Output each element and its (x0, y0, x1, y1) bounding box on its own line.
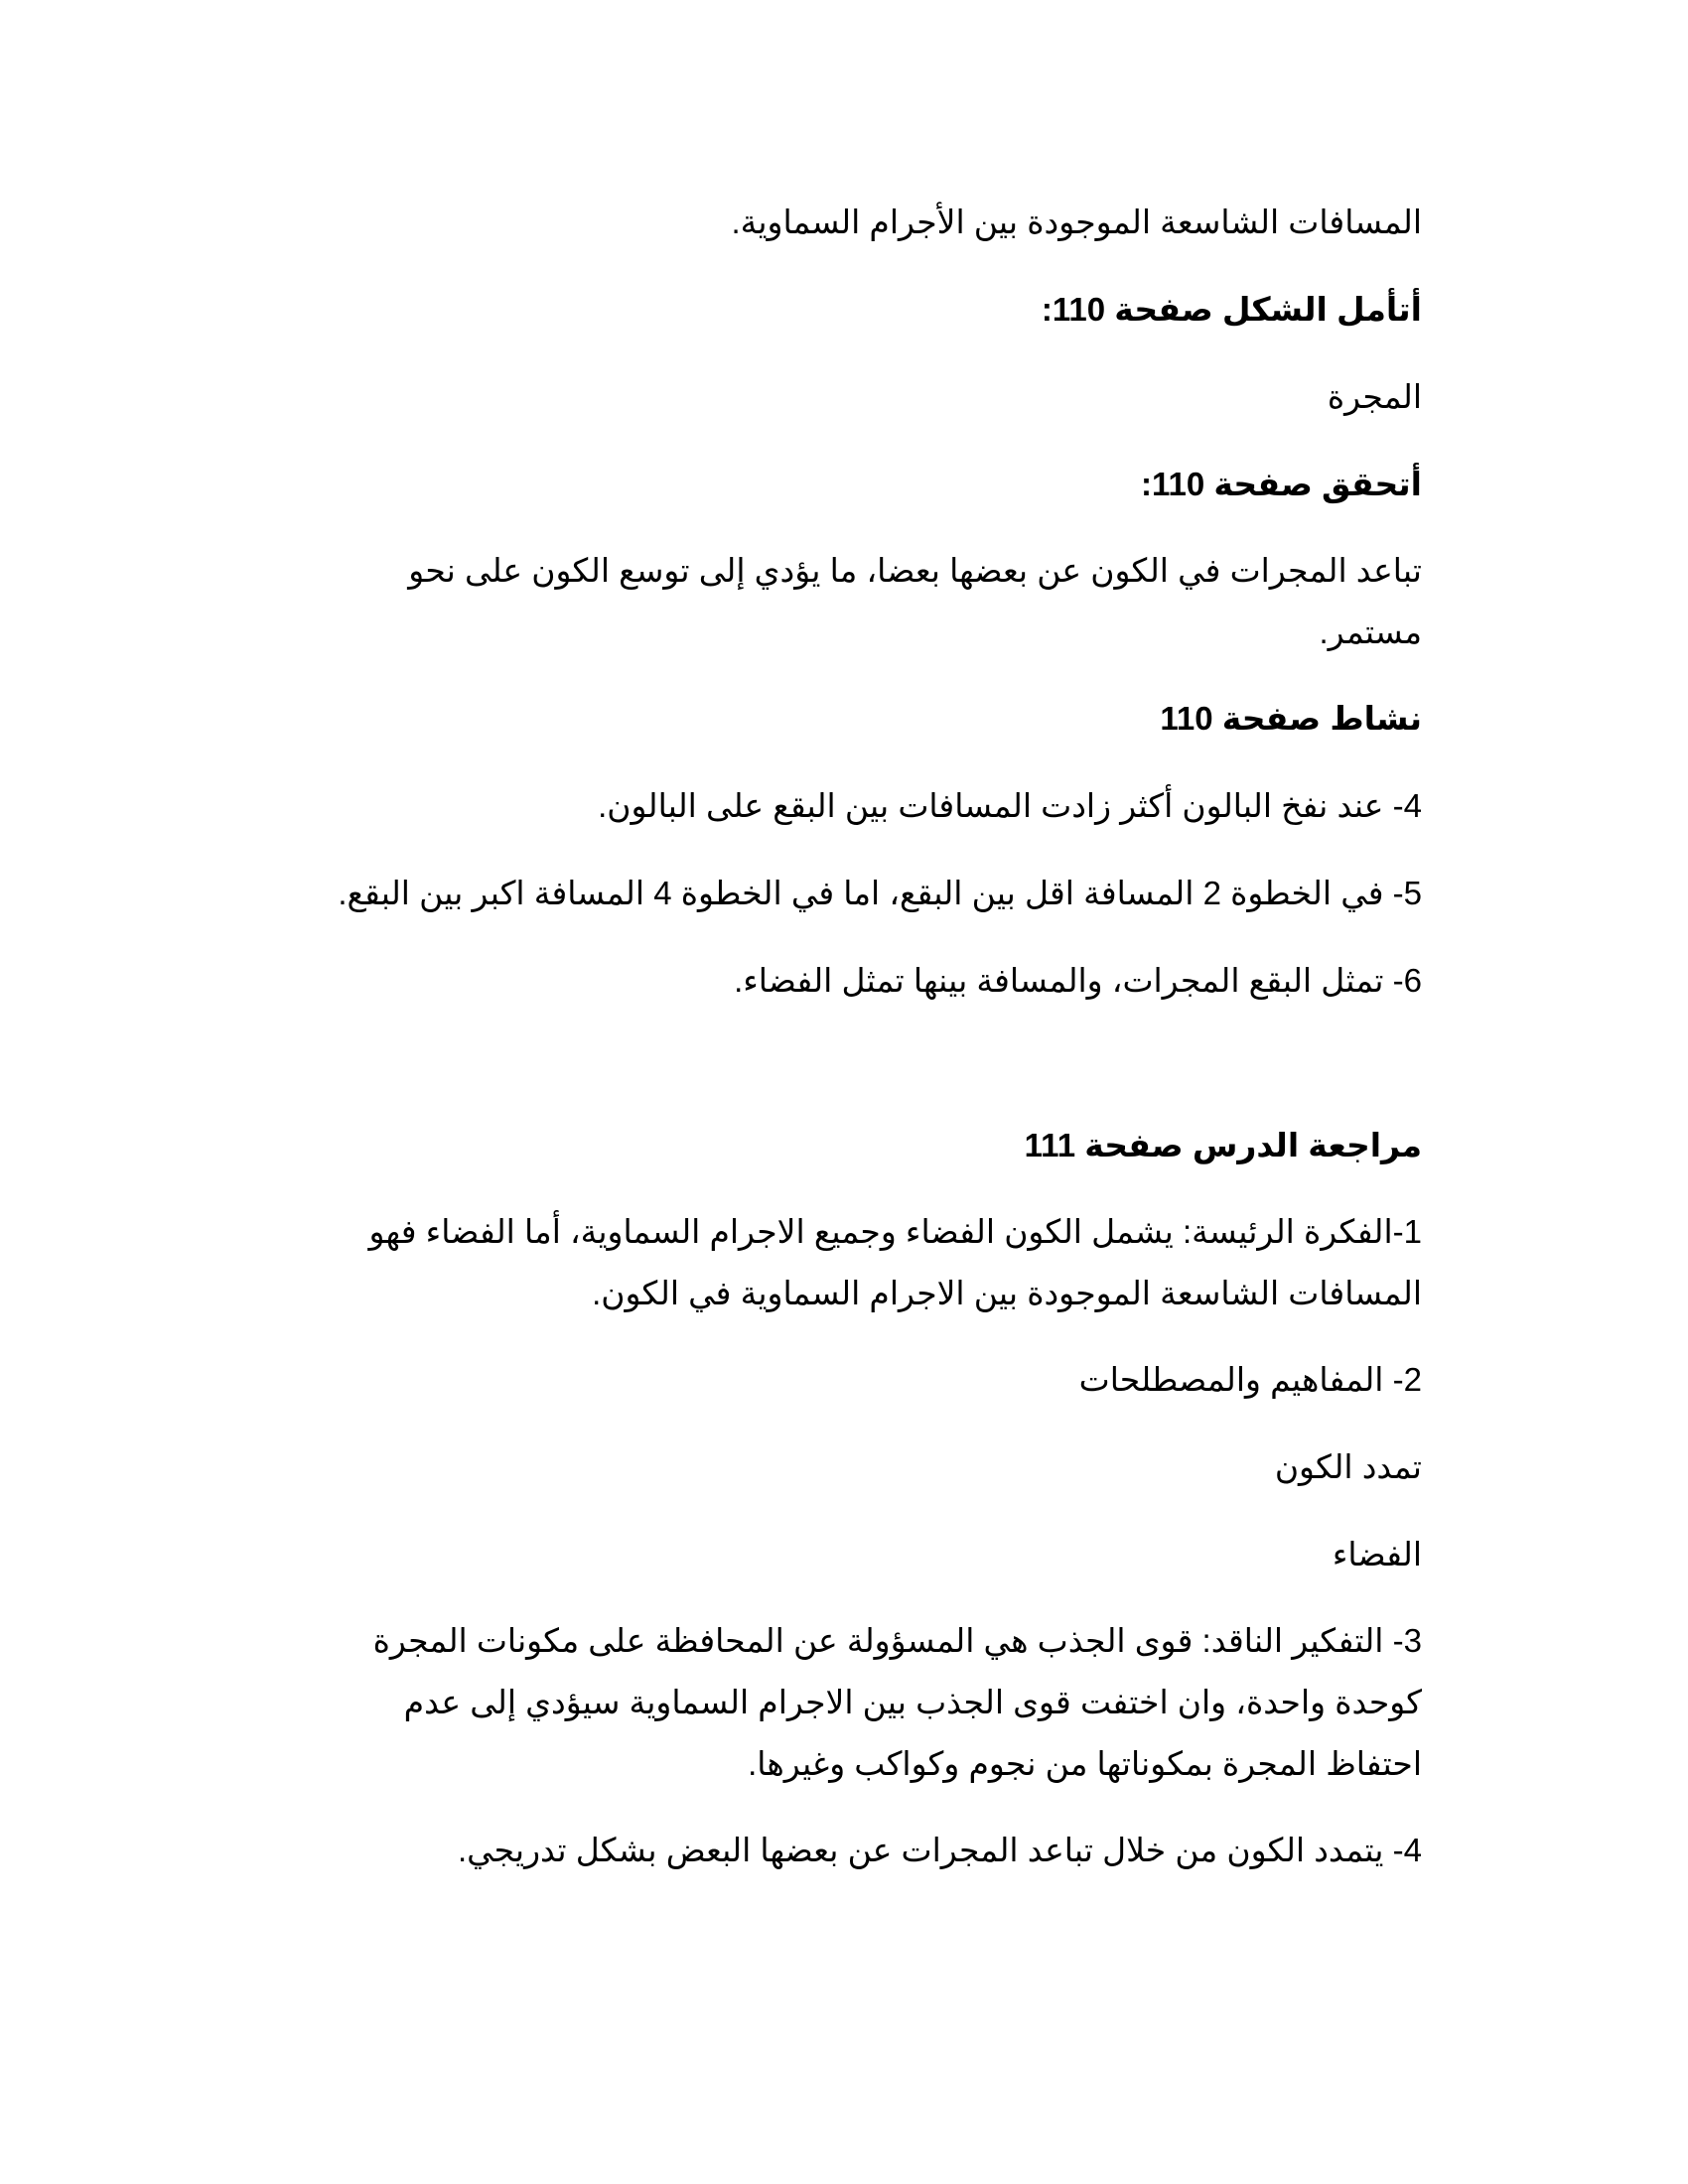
term-universe-expansion: تمدد الكون (1274, 1448, 1422, 1485)
heading-observe-figure: أتأمل الشكل صفحة 110: (1041, 291, 1422, 328)
heading-lesson-review: مراجعة الدرس صفحة 111 (1024, 1127, 1422, 1163)
paragraph-expansion: تباعد المجرات في الكون عن بعضها بعضا، ما يؤدي إلى توسع الكون على نحو مستمر. (408, 552, 1422, 650)
activity-item-4: 4- عند نفخ البالون أكثر زادت المسافات بين البقع على البالون. (598, 787, 1422, 824)
paragraph-galaxy: المجرة (1327, 378, 1422, 415)
heading-verify: أتحقق صفحة 110: (1140, 466, 1422, 502)
document-body (300, 191, 1422, 1906)
heading-activity: نشاط صفحة 110 (1160, 700, 1422, 737)
term-space: الفضاء (1332, 1536, 1422, 1572)
review-item-4: 4- يتمدد الكون من خلال تباعد المجرات عن بعضها البعض بشكل تدريجي. (457, 1832, 1422, 1868)
review-item-3: 3- التفكير الناقد: قوى الجذب هي المسؤولة عن المحافظة على مكونات المجرة كوحدة واحدة، وان اختفت قوى الجذب بين الاجرام السماوية سيؤدي إلى عدم احتفاظ المجرة بمكوناتها من نجوم وكواكب وغيرها. (372, 1622, 1422, 1782)
review-item-1: 1-الفكرة الرئيسة: يشمل الكون الفضاء وجميع الاجرام السماوية، أما الفضاء فهو المسافات الشاسعة الموجودة بين الاجرام السماوية في الكون. (368, 1213, 1422, 1311)
section-spacer (300, 1036, 1422, 1114)
activity-item-6: 6- تمثل البقع المجرات، والمسافة بينها تمثل الفضاء. (734, 962, 1422, 999)
review-item-2: 2- المفاهيم والمصطلحات (1078, 1361, 1422, 1398)
activity-item-5: 5- في الخطوة 2 المسافة اقل بين البقع، اما في الخطوة 4 المسافة اكبر بين البقع. (338, 875, 1422, 911)
paragraph-distances: المسافات الشاسعة الموجودة بين الأجرام السماوية. (731, 204, 1422, 240)
